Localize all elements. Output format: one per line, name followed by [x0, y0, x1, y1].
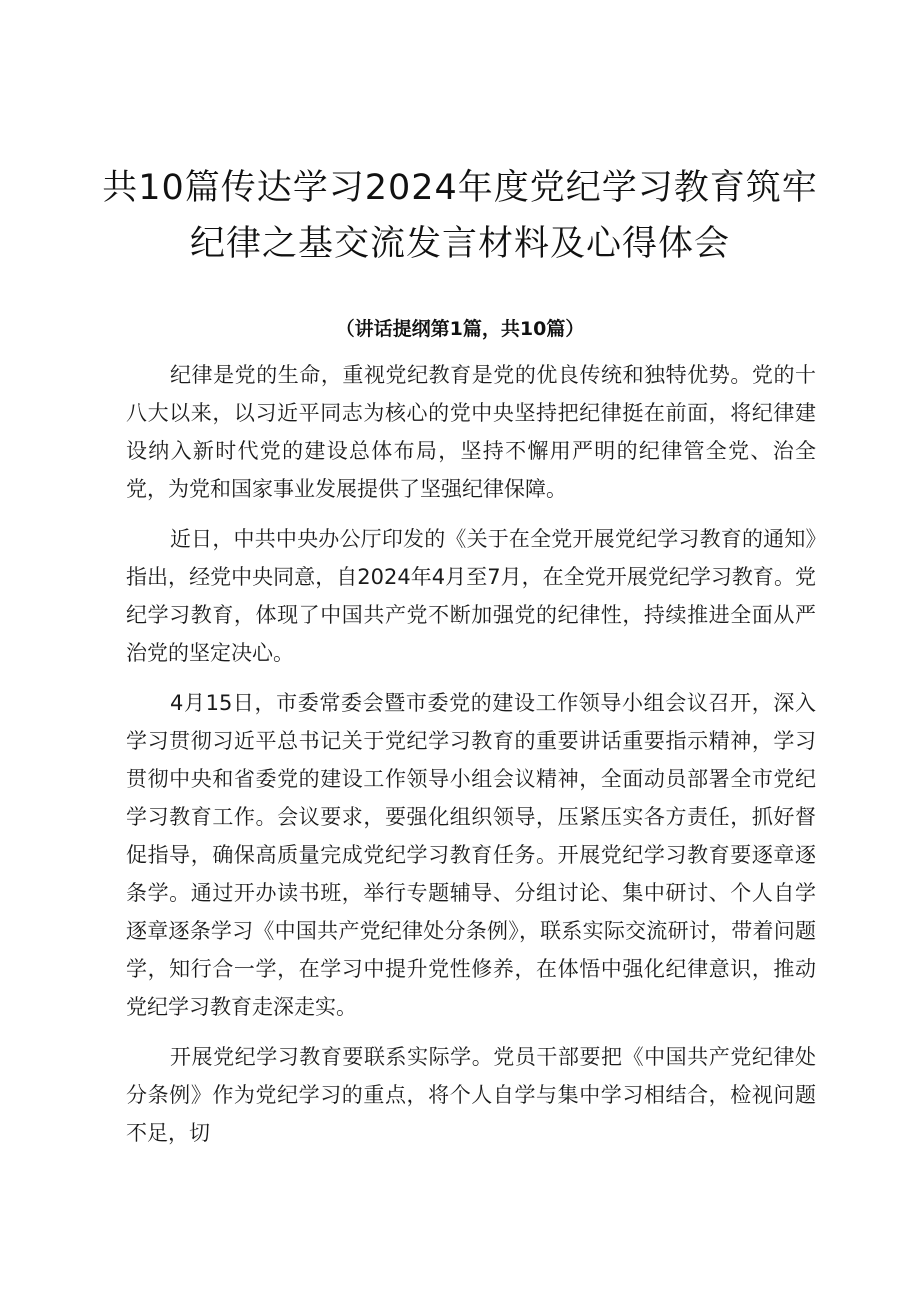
document-subtitle: （讲话提纲第1篇，共10篇） [335, 318, 585, 340]
paragraph-2: 近日，中共中央办公厅印发的《关于在全党开展党纪学习教育的通知》指出，经党中央同意，自2024年4月至7月，在全党开展党纪学习教育。党纪学习教育，体现了中国共产党不断加强党的纪律性，持续推进全面从严治党的坚定决心。 [126, 527, 816, 665]
paragraph-3: 4月15日，市委常委会暨市委党的建设工作领导小组会议召开，深入学习贯彻习近平总书记关于党纪学习教育的重要讲话重要指示精神，学习贯彻中央和省委党的建设工作领导小组会议精神，全面动员部署全市党纪学习教育工作。会议要求，要强化组织领导，压紧压实各方责任，抓好督促指导，确保高质量完成党纪学习教育任务。开展党纪学习教育要逐章逐条学。通过开办读书班，举行专题辅导、分组讨论、集中研讨、个人自学逐章逐条学习《中国共产党纪律处分条例》，联系实际交流研讨，带着问题学，知行合一学，在学习中提升党性修养，在体悟中强化纪律意识，推动党纪学习教育走深走实。 [126, 691, 816, 1019]
paragraph-1: 纪律是党的生命，重视党纪教育是党的优良传统和独特优势。党的十八大以来，以习近平同志为核心的党中央坚持把纪律挺在前面，将纪律建设纳入新时代党的建设总体布局，坚持不懈用严明的纪律管全党、治全党，为党和国家事业发展提供了坚强纪律保障。 [126, 363, 816, 501]
document-body [126, 356, 816, 1164]
paragraph-4: 开展党纪学习教育要联系实际学。党员干部要把《中国共产党纪律处分条例》作为党纪学习的重点，将个人自学与集中学习相结合，检视问题不足，切 [126, 1045, 816, 1145]
title-line-1: 共10篇传达学习2024年度党纪学习教育筑牢 [102, 168, 818, 208]
title-line-2: 纪律之基交流发言材料及心得体会 [189, 224, 730, 264]
document-title [100, 160, 820, 272]
